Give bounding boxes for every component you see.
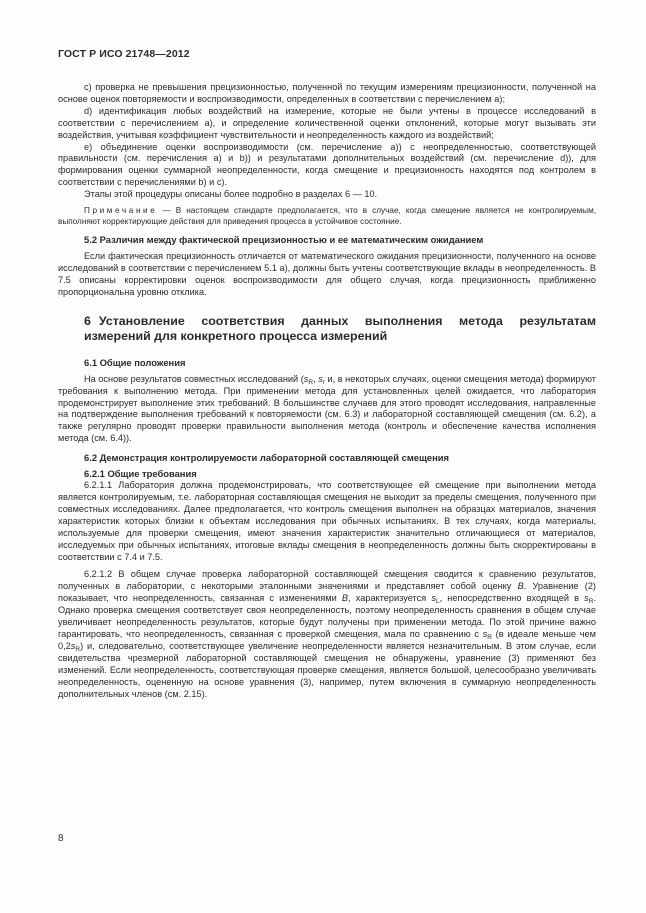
note	[58, 205, 596, 227]
section-6-1-paragraph: На основе результатов совместных исследований ($s_R$, $s_r$ и, в некоторых случаях, оценки смещения метода) формируют требования к выполнению метода. При применении метода для установленных целей ожидается, что лаборатория продемонстрирует выполнение этих требований. В большинстве случаев для этого проводят исследования, направленные на подтверждение выполнения требований к повторяемости (см. 6.3) и лабораторной составляющей смещения (см. 6.2), а также регулярно проводят проверки правильности выполнения метода (контроль и обеспечение качества исполнения метода (см. 6.4)).	[58, 373, 597, 444]
document-header: ГОСТ Р ИСО 21748—2012	[58, 48, 190, 60]
procedure-reference: Этапы этой процедуры описаны более подробно в разделах 6 — 10.	[84, 189, 378, 200]
section-6-2-1-heading: 6.2.1 Общие требования	[84, 468, 197, 480]
list-item-e: e) объединение оценки воспроизводимости (см. перечисление a)) с неопределенностью, соответствующей правильности (см. перечисления a) и b)) и результатами дополнительных воздействий (см. перечисление d)), для формирования оценки суммарной неопределенности, когда смещение и прецизионность находятся под контролем в соответствии с перечислениями b) и c).	[58, 141, 596, 188]
note-label: Примечание	[84, 206, 158, 216]
section-6-2-heading: 6.2 Демонстрация контролируемости лабораторной составляющей смещения	[84, 452, 450, 464]
section-6-title: Установление соответствия данных выполнения метода результатам измерений для конкретного процесса измерений	[84, 313, 596, 343]
section-6-2-1-1-paragraph: 6.2.1.1 Лаборатория должна продемонстрировать, что соответствующее ей смещение при выполнении метода является контролируемым, т.е. лабораторная составляющая смещения не выходит за пределы смещения, полученного при совместных исследованиях. Далее предполагается, что контроль смещения выполнен на образцах материалов, значения характеристик которых близки к объектам исследования при обычных испытаниях. В тех случаях, когда материалы, используемые для проверки смещения, имеют значения характеристик значительно отличающиеся от материалов, исследуемых при обычных испытаниях, итоговые вклады смещения в неопределенность должны быть скорректированы в соответствии с 7.4 и 7.5.	[58, 480, 596, 562]
document-page	[58, 48, 596, 700]
section-5-2-heading: 5.2 Различия между фактической прецизионностью и ее математическим ожиданием	[84, 234, 484, 246]
note-text: — В настоящем стандарте предполагается, что в случае, когда смещение является не контролируемым, выполняют корректирующие действия для приведения процесса в устойчивое состояние.	[58, 206, 596, 227]
section-6-heading	[58, 314, 596, 344]
section-6-1-heading: 6.1 Общие положения	[84, 356, 186, 368]
page-number: 8	[58, 833, 64, 844]
section-6-2-1-2-paragraph: 6.2.1.2 В общем случае проверка лабораторной составляющей смещения сводится к сравнению результатов, полученных в лаборатории, с некоторыми эталонными значениями и представляет собой оценку B. Уравнение (2) показывает, что неопределенность, связанная с изменениями B, характеризуется $s_L$, непосредственно входящей в $s_R$. Однако проверка смещения соответствует своя неопределенность, поэтому неопределенность сравнения в общем случае увеличивает неопределенность результатов, которые будут получены при применении метода. По этой причине важно гарантировать, что неопределенность, связанная с проверкой смещения, мала по сравнению с $s_R$ (в идеале меньше чем $0,2s_R$) и, следовательно, соответствующее увеличение неопределенности является незначительным. В этом случае, если свидетельства чрезмерной лабораторной составляющей смещения не обнаружены, уравнение (3) применяют без изменений. Если неопределенность, соответствующая проверке смещения, является большой, целесообразно увеличивать неопределенность, оцененную на основе уравнения (3), например, путем включения в суммарную неопределенность дополнительных членов (см. 2.15).	[58, 569, 596, 699]
list-item-c: c) проверка не превышения прецизионностью, полученной по текущим измерениям прецизионности, полученной на основе оценок повторяемости и воспроизводимости, определенных в соответствии с перечислением a);	[58, 82, 596, 104]
list-item-d: d) идентификация любых воздействий на измерение, которые не были учтены в процессе исследований в соответствии с перечислением a), и определение количественной оценки отклонений, которые могут вызывать эти воздействия, учитывая коэффициент чувствительности и неопределенность каждого из воздействий;	[58, 105, 596, 140]
section-5-2-paragraph: Если фактическая прецизионность отличается от математического ожидания прецизионности, полученного на основе исследований в соответствии с перечислением 5.1 a), должны быть учтены соответствующие вклады в неопределенность. В 7.5 описаны корректировки оценок воспроизводимости для общего случая, когда прецизионность приближенно пропорциональна уровню отклика.	[58, 251, 596, 297]
section-6-number: 6	[84, 313, 91, 328]
